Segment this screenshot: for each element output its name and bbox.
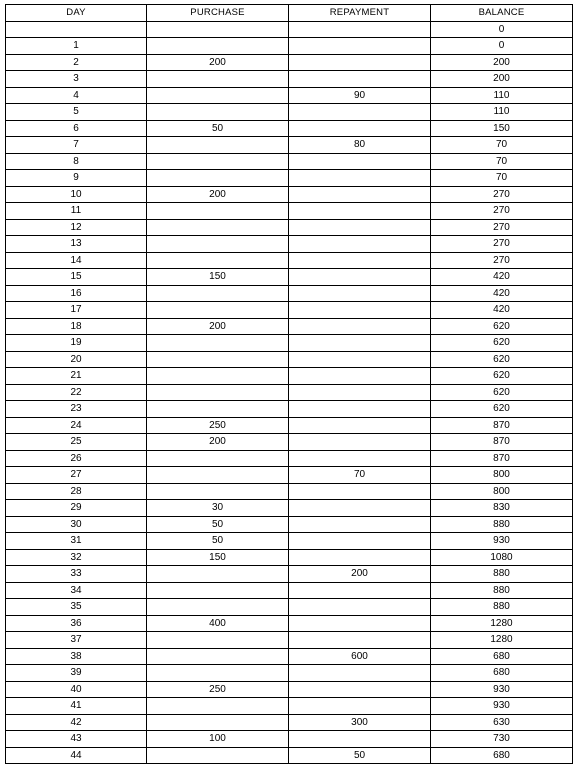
purchase-cell — [147, 153, 289, 170]
table-row — [6, 648, 573, 665]
repayment-cell — [289, 615, 431, 632]
table-row — [6, 483, 573, 500]
repayment-cell: 70 — [289, 467, 431, 484]
balance-cell: 800 — [431, 483, 573, 500]
repayment-cell — [289, 302, 431, 319]
day-cell: 35 — [6, 599, 147, 616]
repayment-cell — [289, 285, 431, 302]
repayment-cell: 600 — [289, 648, 431, 665]
purchase-cell — [147, 632, 289, 649]
table-row — [6, 335, 573, 352]
day-cell: 40 — [6, 681, 147, 698]
purchase-cell: 50 — [147, 120, 289, 137]
repayment-cell: 300 — [289, 714, 431, 731]
purchase-cell — [147, 714, 289, 731]
table-row — [6, 104, 573, 121]
day-cell: 10 — [6, 186, 147, 203]
table-row — [6, 450, 573, 467]
day-cell: 41 — [6, 698, 147, 715]
day-cell: 33 — [6, 566, 147, 583]
balance-cell: 270 — [431, 219, 573, 236]
purchase-cell: 200 — [147, 318, 289, 335]
repayment-cell — [289, 54, 431, 71]
repayment-cell — [289, 203, 431, 220]
repayment-cell — [289, 219, 431, 236]
repayment-cell — [289, 252, 431, 269]
day-cell: 42 — [6, 714, 147, 731]
table-row — [6, 500, 573, 517]
table-row — [6, 302, 573, 319]
repayment-cell — [289, 236, 431, 253]
purchase-cell — [147, 236, 289, 253]
header-row — [6, 5, 573, 22]
table-row — [6, 566, 573, 583]
repayment-cell — [289, 21, 431, 38]
repayment-cell — [289, 170, 431, 187]
table-row — [6, 236, 573, 253]
purchase-cell — [147, 467, 289, 484]
table-row — [6, 599, 573, 616]
purchase-cell — [147, 170, 289, 187]
purchase-cell — [147, 582, 289, 599]
repayment-cell — [289, 483, 431, 500]
balance-cell: 70 — [431, 153, 573, 170]
header-day: DAY — [6, 5, 147, 22]
purchase-cell — [147, 368, 289, 385]
balance-cell: 630 — [431, 714, 573, 731]
ledger-body — [6, 21, 573, 764]
repayment-cell — [289, 401, 431, 418]
repayment-cell — [289, 434, 431, 451]
purchase-cell — [147, 203, 289, 220]
balance-cell: 880 — [431, 599, 573, 616]
balance-cell: 150 — [431, 120, 573, 137]
purchase-cell: 50 — [147, 533, 289, 550]
balance-cell: 870 — [431, 434, 573, 451]
balance-cell: 930 — [431, 698, 573, 715]
table-row — [6, 252, 573, 269]
table-row — [6, 351, 573, 368]
table-row — [6, 681, 573, 698]
purchase-cell — [147, 450, 289, 467]
day-cell: 32 — [6, 549, 147, 566]
repayment-cell — [289, 153, 431, 170]
repayment-cell — [289, 368, 431, 385]
repayment-cell — [289, 120, 431, 137]
purchase-cell — [147, 219, 289, 236]
purchase-cell — [147, 351, 289, 368]
day-cell: 4 — [6, 87, 147, 104]
day-cell: 21 — [6, 368, 147, 385]
balance-cell: 830 — [431, 500, 573, 517]
table-row — [6, 368, 573, 385]
table-row — [6, 71, 573, 88]
day-cell: 36 — [6, 615, 147, 632]
purchase-cell — [147, 335, 289, 352]
repayment-cell — [289, 351, 431, 368]
day-cell: 44 — [6, 747, 147, 764]
purchase-cell: 400 — [147, 615, 289, 632]
day-cell: 26 — [6, 450, 147, 467]
header-purchase: PURCHASE — [147, 5, 289, 22]
purchase-cell — [147, 401, 289, 418]
repayment-cell — [289, 549, 431, 566]
repayment-cell — [289, 450, 431, 467]
table-row — [6, 384, 573, 401]
purchase-cell: 250 — [147, 417, 289, 434]
purchase-cell: 150 — [147, 269, 289, 286]
repayment-cell: 200 — [289, 566, 431, 583]
day-cell: 24 — [6, 417, 147, 434]
table-row — [6, 417, 573, 434]
repayment-cell — [289, 71, 431, 88]
purchase-cell — [147, 747, 289, 764]
balance-cell: 870 — [431, 417, 573, 434]
repayment-cell — [289, 731, 431, 748]
balance-cell: 880 — [431, 516, 573, 533]
balance-cell: 930 — [431, 681, 573, 698]
purchase-cell — [147, 137, 289, 154]
purchase-cell — [147, 648, 289, 665]
day-cell: 19 — [6, 335, 147, 352]
balance-cell: 620 — [431, 368, 573, 385]
repayment-cell — [289, 38, 431, 55]
balance-cell: 70 — [431, 137, 573, 154]
table-row — [6, 285, 573, 302]
purchase-cell — [147, 21, 289, 38]
balance-cell: 200 — [431, 71, 573, 88]
table-row — [6, 582, 573, 599]
day-cell: 34 — [6, 582, 147, 599]
repayment-cell: 80 — [289, 137, 431, 154]
balance-cell: 880 — [431, 566, 573, 583]
table-row — [6, 615, 573, 632]
day-cell: 12 — [6, 219, 147, 236]
balance-cell: 270 — [431, 252, 573, 269]
table-row — [6, 665, 573, 682]
balance-cell: 930 — [431, 533, 573, 550]
balance-cell: 270 — [431, 236, 573, 253]
balance-cell: 620 — [431, 351, 573, 368]
balance-cell: 270 — [431, 203, 573, 220]
purchase-cell: 150 — [147, 549, 289, 566]
purchase-cell — [147, 104, 289, 121]
purchase-cell — [147, 698, 289, 715]
purchase-cell: 200 — [147, 434, 289, 451]
balance-cell: 420 — [431, 302, 573, 319]
day-cell: 3 — [6, 71, 147, 88]
table-row — [6, 153, 573, 170]
balance-cell: 1280 — [431, 615, 573, 632]
table-row — [6, 170, 573, 187]
balance-cell: 110 — [431, 104, 573, 121]
purchase-cell — [147, 38, 289, 55]
header-balance: BALANCE — [431, 5, 573, 22]
day-cell: 37 — [6, 632, 147, 649]
day-cell: 27 — [6, 467, 147, 484]
repayment-cell — [289, 104, 431, 121]
table-row — [6, 87, 573, 104]
day-cell: 16 — [6, 285, 147, 302]
repayment-cell — [289, 318, 431, 335]
balance-cell: 620 — [431, 318, 573, 335]
balance-cell: 680 — [431, 747, 573, 764]
repayment-cell — [289, 186, 431, 203]
purchase-cell — [147, 87, 289, 104]
repayment-cell — [289, 269, 431, 286]
table-row — [6, 269, 573, 286]
balance-cell: 0 — [431, 38, 573, 55]
day-cell: 5 — [6, 104, 147, 121]
day-cell: 29 — [6, 500, 147, 517]
balance-cell: 880 — [431, 582, 573, 599]
table-row — [6, 467, 573, 484]
day-cell: 38 — [6, 648, 147, 665]
table-row — [6, 714, 573, 731]
purchase-cell: 50 — [147, 516, 289, 533]
balance-cell: 620 — [431, 401, 573, 418]
balance-cell: 680 — [431, 665, 573, 682]
table-row — [6, 137, 573, 154]
repayment-cell — [289, 516, 431, 533]
table-row — [6, 318, 573, 335]
purchase-cell: 200 — [147, 186, 289, 203]
balance-cell: 200 — [431, 54, 573, 71]
day-cell: 23 — [6, 401, 147, 418]
table-row — [6, 38, 573, 55]
purchase-cell — [147, 566, 289, 583]
day-cell: 11 — [6, 203, 147, 220]
purchase-cell — [147, 384, 289, 401]
table-row — [6, 54, 573, 71]
day-cell — [6, 21, 147, 38]
balance-cell: 1280 — [431, 632, 573, 649]
day-cell: 9 — [6, 170, 147, 187]
purchase-cell — [147, 302, 289, 319]
day-cell: 18 — [6, 318, 147, 335]
day-cell: 2 — [6, 54, 147, 71]
table-row — [6, 549, 573, 566]
repayment-cell — [289, 681, 431, 698]
day-cell: 22 — [6, 384, 147, 401]
balance-cell: 270 — [431, 186, 573, 203]
day-cell: 1 — [6, 38, 147, 55]
table-row — [6, 219, 573, 236]
repayment-cell — [289, 335, 431, 352]
day-cell: 43 — [6, 731, 147, 748]
table-row — [6, 186, 573, 203]
balance-cell: 420 — [431, 285, 573, 302]
repayment-cell — [289, 632, 431, 649]
purchase-cell: 100 — [147, 731, 289, 748]
purchase-cell — [147, 71, 289, 88]
day-cell: 15 — [6, 269, 147, 286]
day-cell: 31 — [6, 533, 147, 550]
balance-cell: 620 — [431, 384, 573, 401]
balance-cell: 730 — [431, 731, 573, 748]
ledger-table — [5, 4, 573, 764]
table-row — [6, 203, 573, 220]
repayment-cell — [289, 599, 431, 616]
repayment-cell — [289, 384, 431, 401]
table-row — [6, 516, 573, 533]
balance-cell: 1080 — [431, 549, 573, 566]
table-row — [6, 731, 573, 748]
day-cell: 28 — [6, 483, 147, 500]
repayment-cell — [289, 698, 431, 715]
purchase-cell — [147, 599, 289, 616]
table-row — [6, 698, 573, 715]
repayment-cell — [289, 665, 431, 682]
repayment-cell: 50 — [289, 747, 431, 764]
repayment-cell — [289, 500, 431, 517]
table-row — [6, 120, 573, 137]
balance-cell: 800 — [431, 467, 573, 484]
purchase-cell: 30 — [147, 500, 289, 517]
day-cell: 14 — [6, 252, 147, 269]
balance-cell: 420 — [431, 269, 573, 286]
repayment-cell — [289, 533, 431, 550]
day-cell: 13 — [6, 236, 147, 253]
repayment-cell — [289, 582, 431, 599]
day-cell: 20 — [6, 351, 147, 368]
day-cell: 7 — [6, 137, 147, 154]
balance-cell: 110 — [431, 87, 573, 104]
table-row — [6, 434, 573, 451]
purchase-cell — [147, 285, 289, 302]
table-row — [6, 401, 573, 418]
balance-cell: 870 — [431, 450, 573, 467]
repayment-cell: 90 — [289, 87, 431, 104]
day-cell: 8 — [6, 153, 147, 170]
table-row — [6, 747, 573, 764]
repayment-cell — [289, 417, 431, 434]
purchase-cell — [147, 252, 289, 269]
header-repayment: REPAYMENT — [289, 5, 431, 22]
table-row — [6, 21, 573, 38]
purchase-cell — [147, 483, 289, 500]
day-cell: 39 — [6, 665, 147, 682]
table-row — [6, 632, 573, 649]
balance-cell: 70 — [431, 170, 573, 187]
purchase-cell: 200 — [147, 54, 289, 71]
purchase-cell — [147, 665, 289, 682]
table-row — [6, 533, 573, 550]
day-cell: 6 — [6, 120, 147, 137]
purchase-cell: 250 — [147, 681, 289, 698]
balance-cell: 620 — [431, 335, 573, 352]
balance-cell: 0 — [431, 21, 573, 38]
day-cell: 30 — [6, 516, 147, 533]
day-cell: 25 — [6, 434, 147, 451]
day-cell: 17 — [6, 302, 147, 319]
balance-cell: 680 — [431, 648, 573, 665]
